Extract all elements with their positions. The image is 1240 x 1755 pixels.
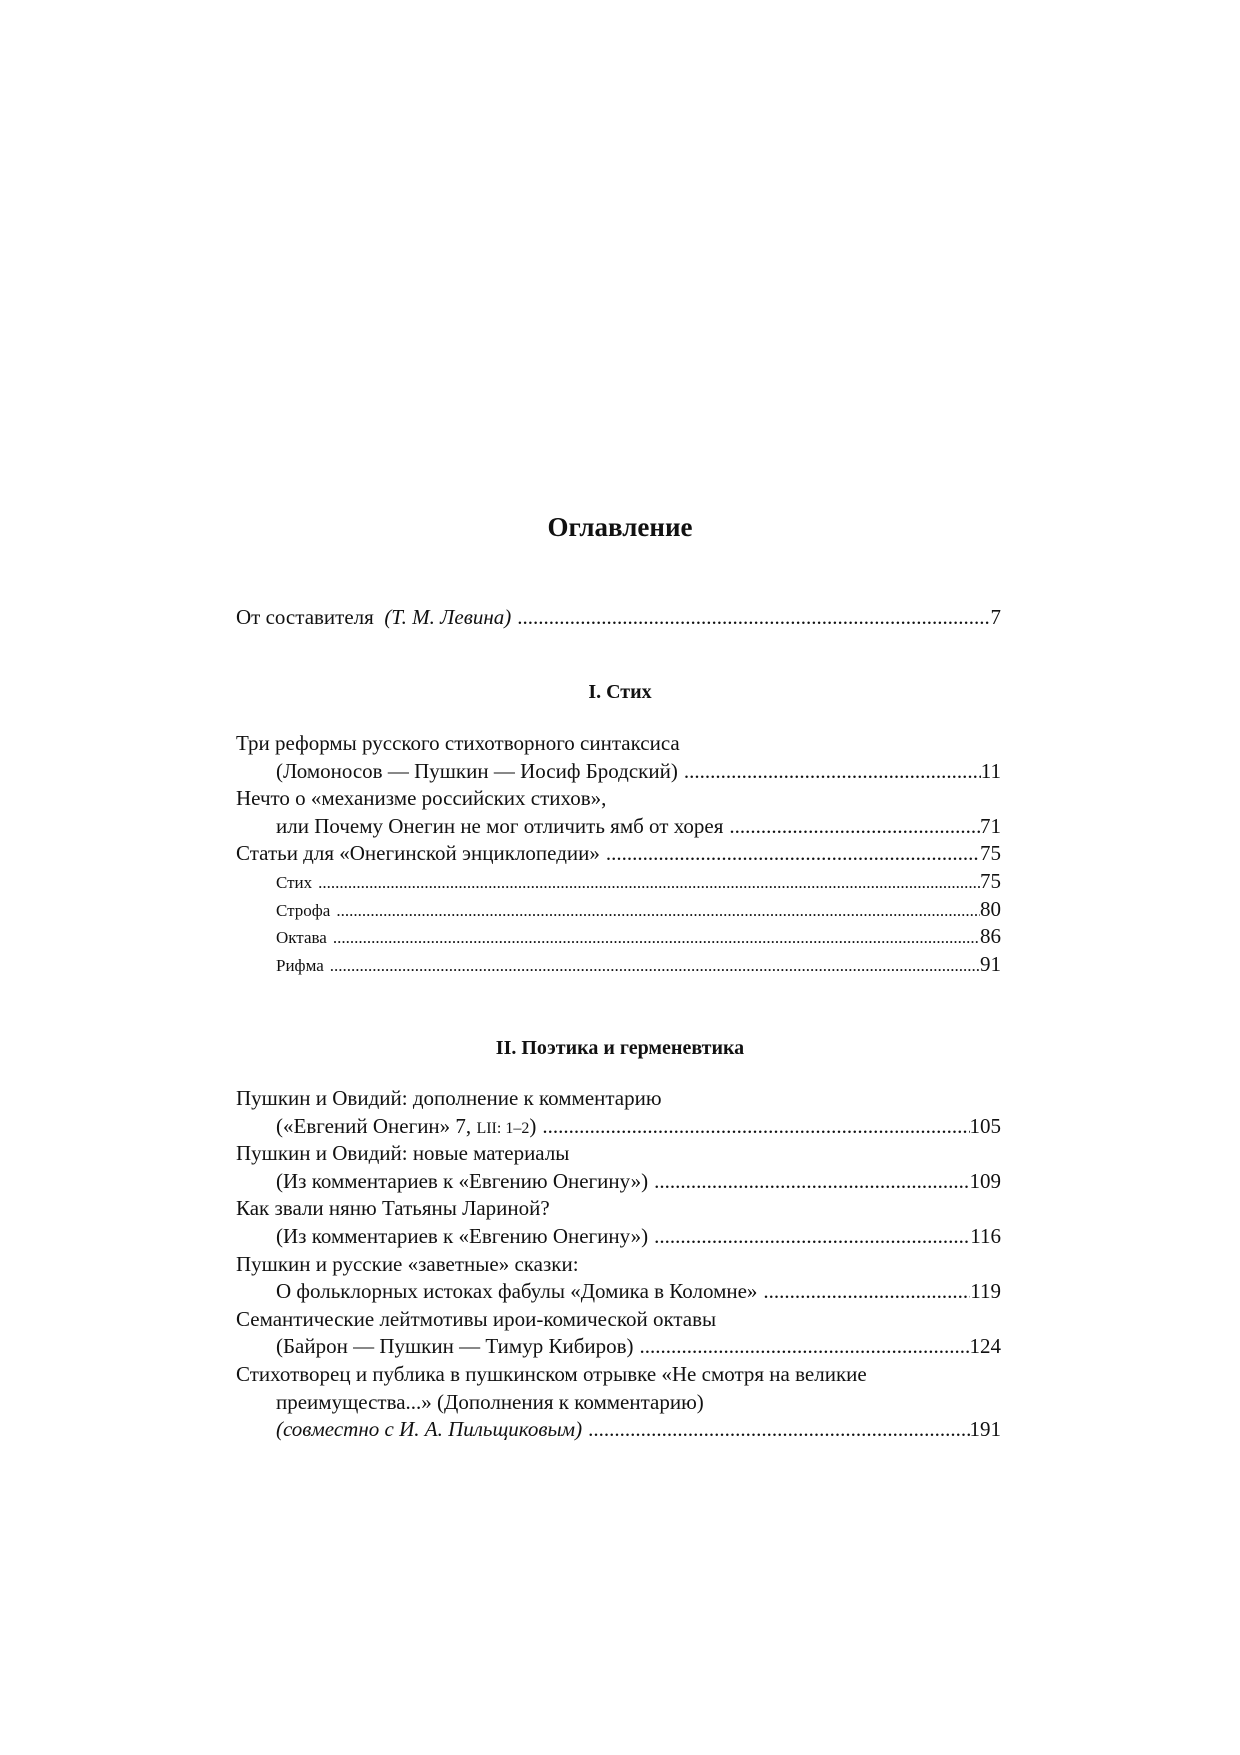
page-number: 191 (969, 1417, 1001, 1442)
entry-subtitle: (Из комментариев к «Евгению Онегину») (276, 1168, 649, 1193)
toc-entry-line[interactable] (236, 1306, 1001, 1334)
toc-entry-line[interactable] (236, 730, 1001, 758)
page-number: 105 (969, 1113, 1001, 1138)
toc-entry-line[interactable] (236, 1389, 1001, 1417)
entry-title: Пушкин и Овидий: дополнение к комментарию (236, 1086, 662, 1110)
leader-dots (684, 758, 981, 786)
chapter-ref: LII: 1–2 (476, 1119, 530, 1137)
leader-dots (318, 869, 980, 897)
page-number: 11 (980, 758, 1001, 783)
leader-dots (333, 924, 980, 952)
toc-section-1 (236, 730, 1001, 978)
leader-dots (654, 1223, 970, 1251)
leader-dots (763, 1278, 970, 1306)
toc-entry[interactable] (236, 840, 1001, 868)
toc-entry-line[interactable] (236, 1278, 1001, 1306)
toc-entry-line[interactable] (236, 1223, 1001, 1251)
entry-title: Пушкин и русские «заветные» сказки: (236, 1251, 579, 1276)
leader-dots (336, 897, 980, 925)
toc-entry-line[interactable] (236, 1085, 1001, 1113)
page-number: 71 (980, 813, 1001, 838)
entry-author: (Т. М. Левина) (384, 605, 512, 629)
entry-subtitle: (Байрон — Пушкин — Тимур Кибиров) (276, 1334, 634, 1359)
leader-dots (729, 813, 980, 841)
page-number: 119 (970, 1279, 1001, 1304)
toc-entry-line[interactable] (236, 1416, 1001, 1444)
leader-dots (330, 952, 980, 980)
entry-subtitle: («Евгений Онегин» 7, LII: 1–2) (276, 1113, 537, 1138)
entry-subtitle: или Почему Онегин не мог отличить ямб от хорея (276, 813, 724, 838)
page-number: 80 (980, 896, 1001, 921)
page-number: 116 (970, 1223, 1001, 1248)
subentry-title: Строфа (276, 900, 331, 920)
toc-subentry[interactable] (236, 951, 1001, 979)
page-number: 75 (980, 868, 1001, 893)
page-number: 75 (980, 841, 1001, 866)
toc-intro (236, 604, 1001, 632)
entry-title: Как звали няню Татьяны Лариной? (236, 1196, 550, 1221)
leader-dots (606, 840, 980, 868)
leader-dots (640, 1333, 970, 1361)
toc-subentry[interactable] (236, 923, 1001, 951)
entry-subtitle: преимущества...» (Дополнения к комментарию) (276, 1389, 704, 1414)
leader-dots (654, 1168, 969, 1196)
toc-entry-line[interactable] (236, 1168, 1001, 1196)
toc-entry-line[interactable] (236, 1251, 1001, 1279)
page-number: 124 (969, 1334, 1001, 1359)
toc-subentry[interactable] (236, 868, 1001, 896)
leader-dots (542, 1113, 969, 1141)
toc-entry-line[interactable] (236, 1333, 1001, 1361)
page-number: 91 (980, 951, 1001, 976)
entry-title: Семантические лейтмотивы ирои-комической октавы (236, 1306, 717, 1331)
toc-section-2 (236, 1085, 1001, 1444)
toc-entry-line[interactable] (236, 785, 1001, 813)
subentry-title: Рифма (276, 955, 324, 975)
page-number: 7 (990, 605, 1001, 629)
toc-entry-line[interactable] (236, 1140, 1001, 1168)
leader-dots (588, 1416, 969, 1444)
toc-entry-line[interactable] (236, 1113, 1001, 1141)
entry-title: Нечто о «механизме российских стихов», (236, 786, 607, 811)
entry-subtitle: (Ломоносов — Пушкин — Иосиф Бродский) (276, 758, 678, 783)
subentry-title: Октава (276, 928, 327, 948)
leader-dots (517, 604, 990, 632)
toc-entry-line[interactable] (236, 813, 1001, 841)
subentry-title: Стих (276, 872, 313, 892)
toc-entry[interactable] (236, 604, 1001, 632)
entry-title: От составителя (236, 605, 374, 629)
entry-subtitle: (Из комментариев к «Евгению Онегину») (276, 1223, 649, 1248)
section-heading-1: I. Стих (588, 681, 652, 703)
entry-title: Стихотворец и публика в пушкинском отрывке «Не смотря на великие (236, 1361, 867, 1386)
toc-entry-line[interactable] (236, 1361, 1001, 1389)
page-number: 109 (969, 1168, 1001, 1193)
page-title: Оглавление (547, 512, 693, 542)
entry-title: Три реформы русского стихотворного синтаксиса (236, 731, 680, 755)
toc-entry-line[interactable] (236, 1195, 1001, 1223)
entry-coauthor: (совместно с И. А. Пильщиковым) (276, 1417, 583, 1442)
page-number: 86 (980, 924, 1001, 949)
entry-title: Пушкин и Овидий: новые материалы (236, 1141, 570, 1166)
toc-entry-line[interactable] (236, 758, 1001, 786)
section-heading-2: II. Поэтика и герменевтика (495, 1037, 745, 1059)
entry-subtitle: О фольклорных истоках фабулы «Домика в Коломне» (276, 1279, 758, 1304)
entry-title: Статьи для «Онегинской энциклопедии» (236, 841, 600, 866)
toc-subentry[interactable] (236, 896, 1001, 924)
